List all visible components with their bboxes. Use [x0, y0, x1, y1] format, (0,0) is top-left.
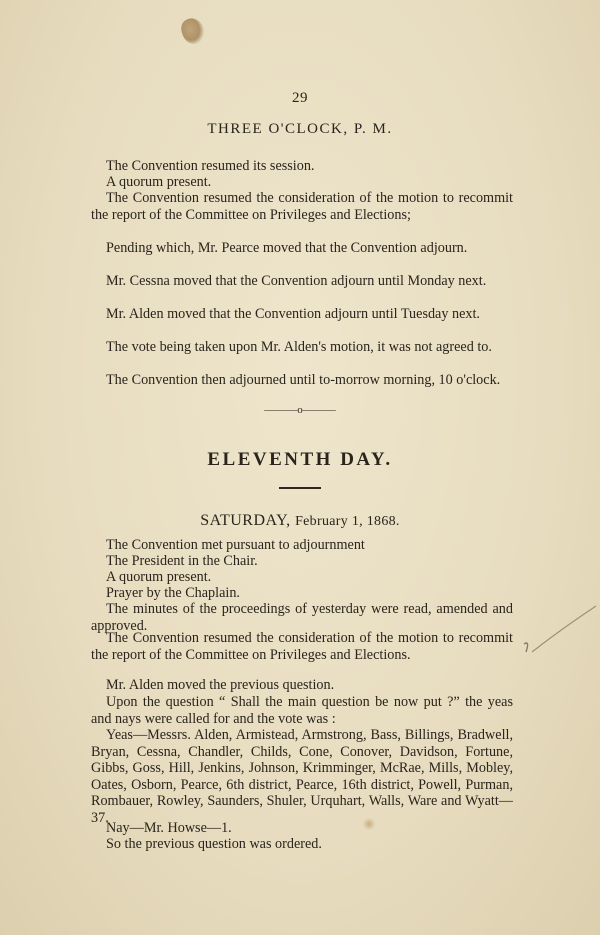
paragraph: Mr. Alden moved that the Convention adjourn until Tuesday next. [106, 306, 480, 322]
paragraph: So the previous question was ordered. [106, 836, 322, 852]
paragraph: The Convention met pursuant to adjournment [106, 537, 365, 553]
day-title: ELEVENTH DAY. [207, 449, 393, 470]
paragraph: Yeas—Messrs. Alden, Armistead, Armstrong, Bass, Billings, Bradwell, Bryan, Cessna, Chandler, Childs, Cone, Conover, Davidson, Fortune, Gibbs, Goss, Hill, Jenkins, Johnson, Krimminger, McRae, Mills, Mobley, Oates, Osborn, Pearce, 6th district, Pearce, 16th district, Powell, Purman, Rombauer, Rowley, Saunders, Shuler, Urquhart, Walls, Ware and Wyatt—37. [91, 727, 513, 826]
paragraph: The Convention then adjourned until to-morrow morning, 10 o'clock. [106, 372, 501, 388]
paragraph: The Convention resumed the consideration of the motion to recommit the report of the Committee on Privileges and Elections. [91, 630, 513, 663]
paragraph: The minutes of the proceedings of yesterday were read, amended and approved. [91, 601, 513, 634]
paragraph: The Convention resumed the consideration of the motion to recommit the report of the Committee on Privileges and Elections; [91, 190, 513, 223]
paragraph: Pending which, Mr. Pearce moved that the Convention adjourn. [106, 240, 468, 256]
section-divider: ———o——— [264, 404, 336, 416]
date-heading-date: February 1, 1868. [295, 514, 400, 529]
paragraph: The President in the Chair. [106, 553, 258, 569]
paragraph: Upon the question “ Shall the main question be now put ?” the yeas and nays were called for and the vote was : [91, 694, 513, 727]
title-rule [279, 487, 321, 489]
paragraph: Mr. Alden moved the previous question. [106, 677, 335, 693]
paper-stain [178, 15, 208, 47]
section-heading-three-oclock: THREE O'CLOCK, P. M. [207, 121, 393, 137]
paragraph: The vote being taken upon Mr. Alden's motion, it was not agreed to. [106, 339, 492, 355]
date-heading [0, 512, 600, 530]
paragraph: A quorum present. [106, 174, 212, 190]
paragraph: A quorum present. [106, 569, 212, 585]
paragraph: Nay—Mr. Howse—1. [106, 820, 232, 836]
paragraph: Mr. Cessna moved that the Convention adjourn until Monday next. [106, 273, 487, 289]
paragraph: The Convention resumed its session. [106, 158, 315, 174]
paragraph: Prayer by the Chaplain. [106, 585, 240, 601]
date-heading-day: SATURDAY, [200, 512, 291, 529]
pencil-annotation [520, 600, 600, 660]
page-number: 29 [292, 90, 308, 106]
